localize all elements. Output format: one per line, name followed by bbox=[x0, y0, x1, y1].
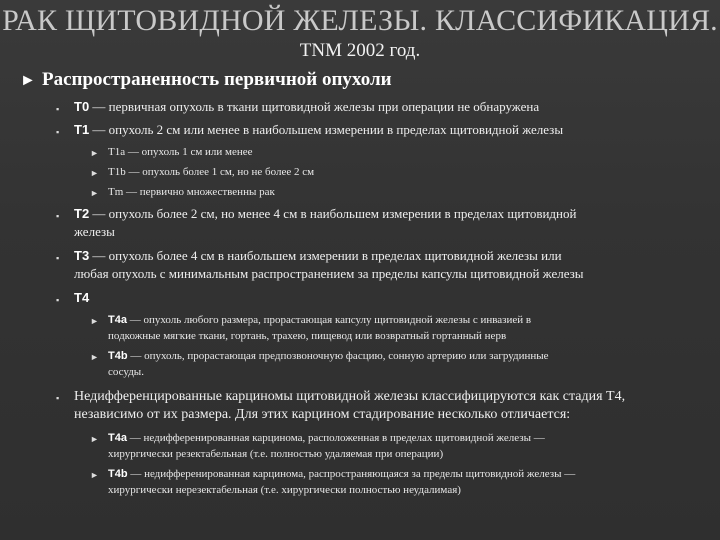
bullet-square-icon: ▪ bbox=[56, 104, 60, 114]
undifferentiated-text: Недифференцированные карциномы щитовидной железы классифицируются как стадия Т4, bbox=[74, 389, 626, 404]
heading-arrow-icon: ► bbox=[20, 72, 36, 89]
item-text: — опухоль более 2 см, но менее 4 см в наибольшем измерении в пределах щитовидной bbox=[92, 206, 577, 221]
sub-item-code: T4a bbox=[108, 314, 127, 326]
sub-arrow-icon: ► bbox=[90, 470, 99, 480]
sub-item-code: T1a bbox=[108, 146, 126, 158]
sub-item-t4a-cont: подкожные мягкие ткани, гортань, трахею, пищевод или возвратный гортанный нерв bbox=[108, 330, 507, 342]
sub-arrow-icon: ► bbox=[90, 188, 99, 198]
sub-item-t1a bbox=[108, 145, 253, 159]
list-item-t3-cont: любая опухоль с минимальным распространением за пределы капсулы щитовидной железы bbox=[74, 266, 584, 281]
slide-title: РАК ЩИТОВИДНОЙ ЖЕЛЕЗЫ. КЛАССИФИКАЦИЯ. bbox=[2, 4, 718, 37]
section-heading-text: Распространенность первичной опухоли bbox=[42, 69, 392, 90]
item-text: — первичная опухоль в ткани щитовидной железы при операции не обнаружена bbox=[92, 99, 540, 114]
sub-item-text: — первично множественны рак bbox=[126, 186, 275, 198]
sub-item-text: — опухоль, прорастающая предпозвоночную фасцию, сонную артерию или загрудинные bbox=[130, 350, 549, 362]
bullet-square-icon: ▪ bbox=[56, 253, 60, 263]
list-item-t1 bbox=[74, 122, 563, 138]
sub-arrow-icon: ► bbox=[90, 434, 99, 444]
sub-arrow-icon: ► bbox=[90, 168, 99, 178]
list-item-t2-cont: железы bbox=[74, 224, 115, 239]
sub-item-t4b-cont: сосуды. bbox=[108, 366, 144, 378]
sub-item-undiff-t4b bbox=[108, 467, 575, 481]
sub-arrow-icon: ► bbox=[90, 316, 99, 326]
item-code: T0 bbox=[74, 99, 90, 114]
item-code: T2 bbox=[74, 206, 90, 221]
sub-item-code: Tm bbox=[108, 186, 124, 198]
sub-item-text: — недифференированная карцинома, расположенная в пределах щитовидной железы — bbox=[129, 432, 545, 444]
bullet-square-icon: ▪ bbox=[56, 211, 60, 221]
sub-arrow-icon: ► bbox=[90, 148, 99, 158]
bullet-square-icon: ▪ bbox=[56, 393, 60, 403]
list-item-t4 bbox=[74, 290, 89, 306]
sub-arrow-icon: ► bbox=[90, 352, 99, 362]
section-heading bbox=[20, 68, 392, 93]
bullet-square-icon: ▪ bbox=[56, 127, 60, 137]
list-item-t2 bbox=[74, 206, 576, 222]
sub-item-code: T4b bbox=[108, 468, 128, 480]
sub-item-code: T4b bbox=[108, 350, 128, 362]
undifferentiated-text-cont: независимо от их размера. Для этих карцином стадирование несколько отличается: bbox=[74, 407, 571, 422]
sub-item-t4a bbox=[108, 313, 531, 327]
sub-item-undiff-t4a-cont: хирургически резектабельная (т.е. полностью удаляемая при операции) bbox=[108, 448, 444, 460]
sub-item-undiff-t4a bbox=[108, 431, 545, 445]
item-code: T4 bbox=[74, 290, 90, 305]
sub-item-code: T1b bbox=[108, 166, 126, 178]
sub-item-tm bbox=[108, 185, 275, 199]
sub-item-undiff-t4b-cont: хирургически нерезектабельная (т.е. хирургически полностью неудалимая) bbox=[108, 484, 461, 496]
sub-item-code: T4a bbox=[108, 432, 127, 444]
item-text: — опухоль более 4 см в наибольшем измерении в пределах щитовидной железы или bbox=[92, 248, 562, 263]
sub-item-t4b bbox=[108, 349, 549, 363]
item-code: T3 bbox=[74, 248, 90, 263]
list-item-t3 bbox=[74, 248, 562, 264]
sub-item-text: — опухоль 1 см или менее bbox=[127, 146, 253, 158]
sub-item-text: — опухоль любого размера, прорастающая капсулу щитовидной железы с инвазией в bbox=[129, 314, 532, 326]
item-text: — опухоль 2 см или менее в наибольшем измерении в пределах щитовидной железы bbox=[92, 122, 564, 137]
bullet-square-icon: ▪ bbox=[56, 295, 60, 305]
slide-subtitle: TNM 2002 год. bbox=[299, 40, 421, 61]
sub-item-text: — опухоль более 1 см, но не более 2 см bbox=[128, 166, 315, 178]
list-item-t0 bbox=[74, 99, 539, 115]
item-code: T1 bbox=[74, 122, 90, 137]
sub-item-text: — недифференированная карцинома, распространяющаяся за пределы щитовидной железы — bbox=[130, 468, 576, 480]
sub-item-t1b bbox=[108, 165, 314, 179]
